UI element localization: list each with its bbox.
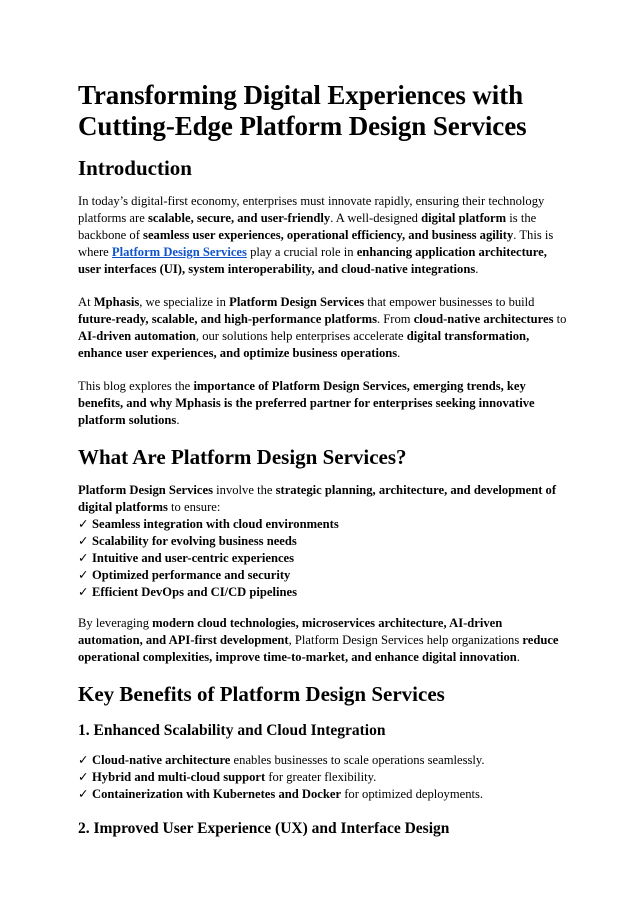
- bold-text: future-ready, scalable, and high-performance platforms: [78, 312, 377, 326]
- scalability-checklist: [78, 752, 568, 803]
- page-title: Transforming Digital Experiences with Cutting-Edge Platform Design Services: [78, 80, 527, 141]
- checklist-item: [78, 769, 568, 786]
- checklist-item: [78, 533, 568, 550]
- body-text: for greater flexibility.: [265, 770, 377, 784]
- checkmark-icon: ✓: [78, 551, 89, 565]
- section-heading-key-benefits: Key Benefits of Platform Design Services: [78, 682, 445, 706]
- bold-text: modern cloud technologies, microservices architecture, AI-driven automation, and API-first development: [78, 616, 503, 647]
- checklist-item: [78, 752, 568, 769]
- body-text: that empower businesses to build: [364, 295, 535, 309]
- checklist-item-label: Seamless integration with cloud environments: [92, 517, 339, 531]
- checklist-item-label: Intuitive and user-centric experiences: [92, 551, 295, 565]
- checklist-item: [78, 516, 568, 533]
- subheading-ux: 2. Improved User Experience (UX) and Interface Design: [78, 820, 450, 837]
- body-text: By leveraging: [78, 616, 153, 630]
- bold-text: Containerization with Kubernetes and Docker: [92, 787, 342, 801]
- body-text: . This is where: [78, 228, 554, 259]
- section-heading-introduction: Introduction: [78, 156, 192, 180]
- bold-text: importance of Platform Design Services, emerging trends, key benefits, and why Mphasis is the preferred partner for enterprises seeking innovative platform solutions: [78, 379, 535, 427]
- bold-text: Platform Design Services: [229, 295, 365, 309]
- body-text: .: [516, 650, 520, 664]
- bold-text: Cloud-native architecture: [92, 753, 231, 767]
- body-text: play a crucial role in: [246, 245, 357, 259]
- what-checklist: [78, 516, 568, 601]
- bold-text: Mphasis: [93, 295, 140, 309]
- body-text: .: [397, 346, 401, 360]
- body-text: for optimized deployments.: [341, 787, 484, 801]
- bold-text: Platform Design Services: [78, 483, 213, 497]
- body-text: In today’s digital-first economy, enterprises must innovate rapidly, ensuring their technology platforms are: [78, 194, 545, 225]
- bold-text: strategic planning, architecture, and development of digital platforms: [78, 483, 557, 514]
- bold-text: scalable, secure, and user-friendly: [147, 211, 331, 225]
- body-text: This blog explores the: [78, 379, 194, 393]
- checkmark-icon: ✓: [78, 787, 89, 801]
- checkmark-icon: ✓: [78, 585, 89, 599]
- intro-paragraph-3: [78, 378, 568, 429]
- bold-text: enhancing application architecture, user interfaces (UI), system interoperability, and cloud-native integrations: [78, 245, 547, 276]
- body-text: , we specialize in: [139, 295, 230, 309]
- body-text: .: [475, 262, 479, 276]
- checkmark-icon: ✓: [78, 753, 89, 767]
- body-text: involve the: [213, 483, 276, 497]
- checklist-item: [78, 584, 568, 601]
- platform-design-services-link[interactable]: Platform Design Services: [111, 245, 247, 259]
- bold-text: seamless user experiences, operational efficiency, and business agility: [143, 228, 514, 242]
- what-paragraph-1: [78, 482, 568, 516]
- body-text: At: [78, 295, 94, 309]
- body-text: to ensure:: [167, 500, 221, 514]
- section-heading-what-are: What Are Platform Design Services?: [78, 445, 407, 469]
- checklist-item: [78, 567, 568, 584]
- checklist-item-label: Efficient DevOps and CI/CD pipelines: [92, 585, 298, 599]
- checklist-item: [78, 550, 568, 567]
- subheading-scalability: 1. Enhanced Scalability and Cloud Integration: [78, 722, 386, 739]
- body-text: . A well-designed: [330, 211, 422, 225]
- checklist-item-label: Scalability for evolving business needs: [92, 534, 297, 548]
- checkmark-icon: ✓: [78, 770, 89, 784]
- checkmark-icon: ✓: [78, 568, 89, 582]
- checklist-item-label: Optimized performance and security: [92, 568, 291, 582]
- body-text: to: [553, 312, 567, 326]
- checklist-item: [78, 786, 568, 803]
- body-text: .: [176, 413, 180, 427]
- bold-text: digital platform: [421, 211, 507, 225]
- bold-text: AI-driven automation: [78, 329, 196, 343]
- checkmark-icon: ✓: [78, 517, 89, 531]
- bold-text: reduce operational complexities, improve time-to-market, and enhance digital innovation: [78, 633, 559, 664]
- checkmark-icon: ✓: [78, 534, 89, 548]
- body-text: . From: [376, 312, 414, 326]
- body-text: , our solutions help enterprises accelerate: [195, 329, 407, 343]
- body-text: is the backbone of: [78, 211, 537, 242]
- intro-paragraph-1: [78, 193, 568, 278]
- body-text: , Platform Design Services help organizations: [288, 633, 523, 647]
- bold-text: cloud-native architectures: [413, 312, 554, 326]
- intro-paragraph-2: [78, 294, 568, 362]
- document-content: [78, 80, 568, 838]
- what-paragraph-2: [78, 615, 568, 666]
- bold-text: digital transformation, enhance user experiences, and optimize business operations: [78, 329, 530, 360]
- body-text: enables businesses to scale operations seamlessly.: [230, 753, 485, 767]
- bold-text: Hybrid and multi-cloud support: [92, 770, 266, 784]
